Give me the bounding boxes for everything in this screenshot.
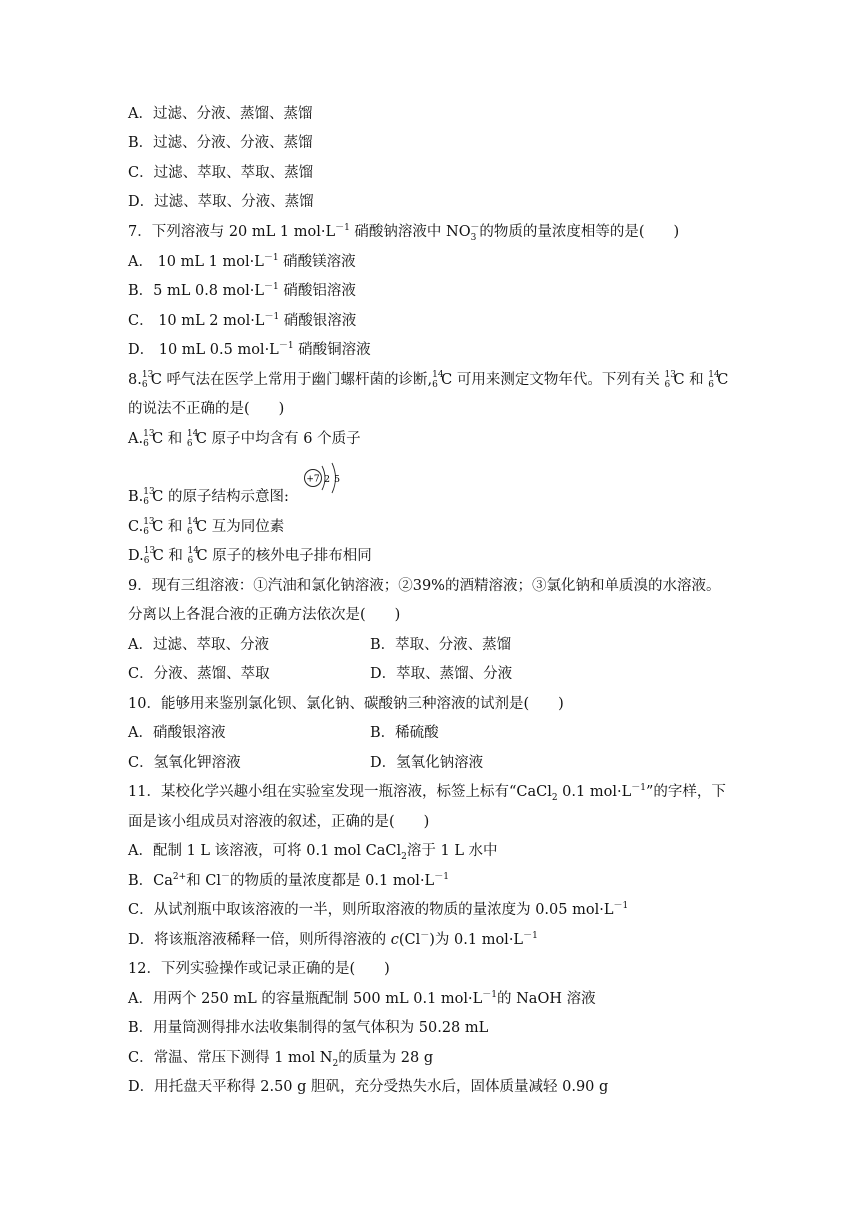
q10-stem: 10．能够用来鉴别氯化钡、氯化钠、碳酸钠三种溶液的试剂是( ) <box>128 696 564 712</box>
q8-stem-line1: 8. 13 6 C 呼气法在医学上常用于幽门螺杆菌的诊断, 14 6 C 可用来测定文物年代。下列有关 13 6 C 和 14 6 C <box>128 370 729 390</box>
q11-option-c: C．从试剂瓶中取该溶液的一半，则所取溶液的物质的量浓度为 0.05 $mol\cdot L^{-1}$ <box>128 901 629 918</box>
q7-stem: 7．下列溶液与 20 mL 1 $mol\cdot L^{-1}$ 硝酸钠溶液中 $NO_3^-$的物质的量浓度相等的是( ) <box>128 223 680 243</box>
q6-option-d: D．过滤、萃取、分液、蒸馏 <box>128 194 314 210</box>
q6-option-a: A．过滤、分液、蒸馏、蒸馏 <box>128 106 313 122</box>
q7-option-b: B．5 mL 0.8 $mol\cdot L^{-1}$ 硝酸铝溶液 <box>128 282 356 299</box>
q7-option-a: A． 10 mL 1 $mol\cdot L^{-1}$ 硝酸镁溶液 <box>128 253 356 270</box>
q10-option-a: A．硝酸银溶液 <box>128 725 226 741</box>
q10-options-row1 <box>128 723 728 743</box>
q12-option-a: A．用两个 250 mL 的容量瓶配制 500 mL 0.1 $mol\cdot L^{-1}$的 NaOH 溶液 <box>128 990 596 1007</box>
q11-option-b: B．$Ca^{2+}$和 Cl－的物质的量浓度都是 0.1 $mol\cdot L^{-1}$ <box>128 872 449 889</box>
q8-option-b: B. 13 6 C 的原子结构示意图: <box>128 487 289 507</box>
q9-option-c: C．分液、蒸馏、萃取 <box>128 666 270 682</box>
q9-stem-line1: 9．现有三组溶液：①汽油和氯化钠溶液；②39%的酒精溶液；③氯化钠和单质溴的水溶液。 <box>128 578 721 594</box>
q7-option-d: D． 10 mL 0.5 $mol\cdot L^{-1}$ 硝酸铜溶液 <box>128 341 371 358</box>
q9-options-row2 <box>128 664 728 684</box>
q6-option-b: B．过滤、分液、分液、蒸馏 <box>128 135 313 151</box>
q11-option-d: D．将该瓶溶液稀释一倍，则所得溶液的 c(Cl－)为 0.1 $mol\cdot L^{-1}$ <box>128 931 538 948</box>
q8-stem-line2: 的说法不正确的是( ) <box>128 401 285 417</box>
q11-stem-line2: 面是该小组成员对溶液的叙述，正确的是( ) <box>128 814 430 830</box>
q12-option-d: D．用托盘天平称得 2.50 g 胆矾，充分受热失水后，固体质量减轻 0.90 g <box>128 1079 609 1095</box>
q9-option-d: D．萃取、蒸馏、分液 <box>370 666 513 682</box>
q7-option-c: C． 10 mL 2 $mol\cdot L^{-1}$ 硝酸银溶液 <box>128 312 357 329</box>
q12-stem: 12．下列实验操作或记录正确的是( ) <box>128 961 390 977</box>
q10-option-c: C．氢氧化钾溶液 <box>128 755 241 771</box>
nucleus-charge: +7 <box>306 474 320 485</box>
q11-option-a: A．配制 1 L 该溶液，可将 0.1 mol CaCl$_2$溶于 1 L 水中 <box>128 843 498 862</box>
q11-stem-line1: 11．某校化学兴趣小组在实验室发现一瓶溶液，标签上标有“CaCl$_2$ 0.1 $mol\cdot L^{-1}$”的字样，下 <box>128 783 726 803</box>
shell-1-count: 2 <box>323 474 331 485</box>
q10-options-row2 <box>128 753 728 773</box>
q8-option-a: A. 13 6 C 和 14 6 C 原子中均含有 6 个质子 <box>128 429 361 449</box>
atomic-structure-diagram <box>300 458 350 498</box>
q8-option-d: D. 13 6 C 和 14 6 C 原子的核外电子排布相同 <box>128 546 372 566</box>
q8-option-c: C. 13 6 C 和 14 6 C 互为同位素 <box>128 517 285 537</box>
q9-stem-line2: 分离以上各混合液的正确方法依次是( ) <box>128 607 401 623</box>
shell-2-count: 5 <box>333 474 341 485</box>
q10-option-b: B．稀硫酸 <box>370 725 439 741</box>
q12-option-c: C．常温、常压下测得 1 mol $N_2$的质量为 28 g <box>128 1050 434 1069</box>
q9-option-a: A．过滤、萃取、分液 <box>128 637 269 653</box>
q10-option-d: D．氢氧化钠溶液 <box>370 755 484 771</box>
q9-option-b: B．萃取、分液、蒸馏 <box>370 637 512 653</box>
q12-option-b: B．用量筒测得排水法收集制得的氢气体积为 50.28 mL <box>128 1020 489 1036</box>
q9-options-row1 <box>128 635 728 655</box>
q6-option-c: C．过滤、萃取、萃取、蒸馏 <box>128 165 314 181</box>
